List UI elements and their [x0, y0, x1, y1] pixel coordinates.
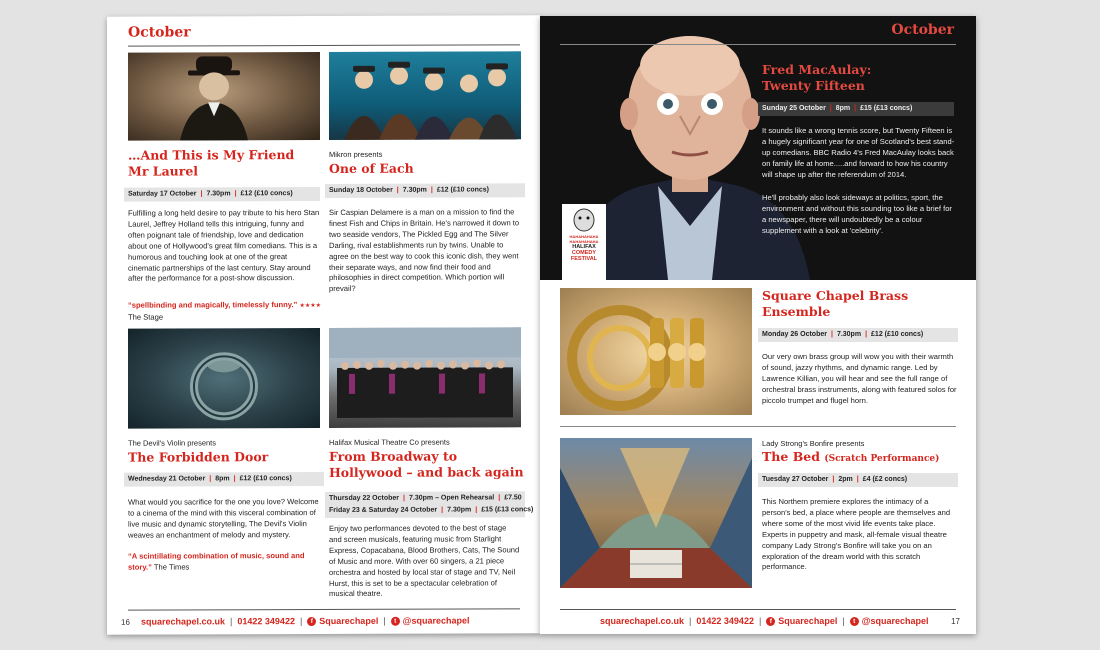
- llama-icon: [562, 204, 606, 232]
- facebook-icon: f: [307, 617, 316, 626]
- event-title-line: Mr Laurel: [128, 163, 199, 179]
- event-title-one-of-each: One of Each: [329, 160, 414, 176]
- event-description: Fulfilling a long held desire to pay tribute to his hero Stan Laurel, Jeffrey Holland tells this intriguing, funny and often poignant tale of friendship, love and dedication about one of Hollywood's great film comedians. This is a humorous and touching look at one of the great cinematic partnerships of the last century. Stay around after the performance for a post-show discussion.: [128, 208, 320, 284]
- page-number: 16: [121, 617, 130, 627]
- event-review-quote: [128, 300, 328, 324]
- rating-stars: ★★★★: [299, 303, 321, 310]
- separator: |: [403, 494, 405, 502]
- event-title-line: Ensemble: [762, 304, 831, 319]
- footer-website-link[interactable]: squarechapel.co.uk: [600, 616, 685, 626]
- event-price: £12 (£10 concs): [871, 331, 924, 338]
- logo-text: FESTIVAL: [570, 256, 598, 262]
- mr-laurel-photo: [128, 52, 320, 141]
- event-title-line: Square Chapel Brass: [762, 288, 909, 303]
- separator: |: [865, 331, 868, 338]
- event-date-bar: [758, 102, 954, 116]
- event-price: £15 (£13 concs): [481, 506, 534, 514]
- event-description: Sir Caspian Delamere is a man on a mission to find the finest Fish and Chips in Britain. He's narrowed it down to two seaside vendors, The Pickled Egg and The Silver Darling, rival establishments run by twins. Unable to agree on the best way to cook this iconic dish, they went their separate ways, and now find their food and philosophies in direct competition. Which portion will prevail?: [329, 207, 520, 294]
- event-date: Tuesday 27 October: [762, 476, 829, 483]
- event-title-the-bed: [762, 449, 967, 467]
- event-price: £12 (£10 concs): [436, 186, 490, 194]
- separator: |: [830, 331, 833, 338]
- header-divider: [560, 44, 956, 45]
- event-date-bar: [325, 183, 525, 198]
- event-date-bar: [124, 187, 320, 202]
- event-title-line: Fred MacAulay:: [762, 62, 872, 77]
- separator: |: [234, 190, 237, 198]
- separator: |: [441, 506, 444, 514]
- separator: |: [498, 494, 501, 502]
- separator: |: [689, 616, 692, 626]
- separator: |: [842, 616, 845, 626]
- the-bed-painting: [560, 438, 752, 588]
- brass-ensemble-photo: [560, 288, 752, 415]
- one-of-each-photo: [329, 51, 521, 140]
- event-price: £15 (£13 concs): [860, 105, 913, 112]
- event-date-bar: [758, 473, 958, 487]
- event-title-broadway: [329, 448, 534, 481]
- logo-text: COMEDY: [571, 250, 597, 256]
- halifax-comedy-festival-logo: [562, 204, 606, 280]
- footer-divider: [128, 608, 520, 610]
- event-date: Thursday 22 October: [329, 494, 400, 502]
- twitter-icon: t: [850, 617, 859, 626]
- event-title-line: …And This is My Friend: [128, 147, 295, 163]
- mountain-bed-painting: [560, 438, 752, 588]
- event-title-line: Hollywood – and back again: [329, 464, 524, 480]
- header-divider: [128, 44, 520, 46]
- mr-laurel-figure: [128, 52, 320, 141]
- event-time: 7.30pm – Open Rehearsal: [409, 494, 495, 502]
- separator: |: [430, 186, 433, 194]
- event-date: Saturday 17 October: [128, 190, 197, 198]
- event-review-quote: [128, 551, 320, 573]
- event-time: 8pm: [835, 105, 851, 112]
- event-description: Our very own brass group will wow you with their warmth of sound, jazzy rhythms, and dynamic range. Led by Lawrence Killian, you will hear and see the full range of orchestral brass instruments, along with featured solos for piccolo trumpet and flugel horn.: [762, 352, 957, 405]
- event-price: £7.50: [504, 494, 522, 502]
- separator: |: [299, 616, 303, 627]
- separator: |: [758, 616, 762, 626]
- separator: |: [854, 105, 857, 112]
- quote-text: “spellbinding and magically, timelessly funny.”: [128, 300, 298, 310]
- separator: |: [475, 506, 478, 514]
- event-time: 7.30pm: [836, 331, 862, 338]
- event-date: Friday 23 & Saturday 24 October: [329, 506, 438, 514]
- separator: |: [383, 615, 386, 626]
- page-footer: [600, 616, 928, 626]
- event-presenter: Lady Strong's Bonfire presents: [762, 439, 865, 448]
- event-time: 2pm: [838, 476, 853, 483]
- event-description: It sounds like a wrong tennis score, but Twenty Fifteen is a hugely significant year for one of Scotland's best stand-up comedians. BBC Radio 4's Fred MacAulay looks back on family life at home.....and forward to how his country will shape up after the referendum of 2014.: [762, 126, 955, 179]
- event-time: 7.30pm: [206, 190, 231, 198]
- quote-text: “A scintillating combination of music, sound and story.”: [128, 551, 305, 572]
- footer-facebook-link[interactable]: Squarechapel: [319, 615, 379, 627]
- event-description-2: He'll probably also look sideways at politics, sport, the environment and without this sounding too like a brief for a newspaper, there will undoubtedly be a colour supplement with a look at 'celebrity'.: [762, 193, 952, 235]
- event-description: This Northern premiere explores the intimacy of a person's bed, a place where people are themselves and where some of the most vivid life events take place. Experts in puppetry and mask, all-female visual theatre company Lady Strong's Bonfire will take you on an exploration of the dream world with this scratch performance.: [762, 497, 951, 572]
- event-title-brass-ensemble: [762, 288, 962, 320]
- mikron-cast-figures: [329, 51, 521, 140]
- event-description: What would you sacrifice for the one you love? Welcome to a cinema of the mind with this visceral combination of live music and dynamic storytelling, The Devil's Violin weaves an enchantment of melody and mystery.: [128, 497, 319, 540]
- event-date: Monday 26 October: [762, 331, 827, 338]
- footer-divider: [560, 609, 956, 610]
- event-description: Enjoy two performances devoted to the best of stage and screen musicals, featuring music from Starlight Express, Copacabana, Blood Brothers, Cats, The Sound of Music and more. With over 60 singers, a 21 piece orchestra and hosted by local star of stage and TV, Neil Hurst, this is set to be a spectacular celebration of musical theatre.: [329, 523, 520, 599]
- event-title-forbidden-door: The Forbidden Door: [128, 449, 269, 465]
- event-date: Sunday 25 October: [762, 105, 826, 112]
- logo-text: HAHAHAHAHA: [569, 234, 599, 239]
- event-price: £4 (£2 concs): [862, 476, 908, 483]
- choir-group-figures: [329, 327, 521, 428]
- quote-source: The Times: [153, 562, 190, 572]
- event-price: £12 (£10 concs): [239, 475, 292, 483]
- page-footer: [141, 615, 469, 626]
- event-time: 8pm: [215, 475, 230, 483]
- forbidden-door-photo: [128, 328, 320, 429]
- separator: |: [832, 476, 835, 483]
- event-presenter: Halifax Musical Theatre Co presents: [329, 437, 450, 447]
- page-number: 17: [951, 617, 960, 626]
- page-month-heading: October: [891, 22, 954, 38]
- door-knocker-graphic: [128, 328, 320, 429]
- footer-twitter-link[interactable]: @squarechapel: [861, 616, 929, 626]
- separator: |: [230, 616, 233, 627]
- right-page: [540, 16, 976, 634]
- event-title-fred-macaulay: [762, 62, 962, 94]
- footer-facebook-link[interactable]: Squarechapel: [778, 616, 838, 626]
- facebook-icon: f: [766, 617, 775, 626]
- footer-phone: 01422 349422: [237, 616, 295, 627]
- broadway-choir-photo: [329, 327, 521, 428]
- event-title-line: The Bed: [762, 449, 820, 464]
- event-presenter: Mikron presents: [329, 149, 383, 159]
- separator: |: [233, 475, 236, 483]
- event-time: 7.30pm: [402, 186, 427, 194]
- event-date: Wednesday 21 October: [128, 475, 206, 483]
- twitter-icon: t: [391, 616, 400, 625]
- separator: |: [856, 476, 859, 483]
- separator: |: [209, 475, 212, 483]
- logo-text: HALIFAX: [572, 244, 596, 250]
- footer-phone: 01422 349422: [696, 616, 754, 626]
- separator: |: [829, 105, 832, 112]
- event-date: Sunday 18 October: [329, 186, 393, 194]
- event-presenter: The Devil's Violin presents: [128, 438, 217, 448]
- separator: |: [396, 186, 399, 194]
- separator: |: [200, 190, 203, 198]
- french-horn-graphic: [560, 288, 752, 415]
- quote-source: The Stage: [128, 312, 164, 322]
- footer-twitter-link[interactable]: @squarechapel: [402, 615, 470, 626]
- event-date-bar: [124, 472, 324, 487]
- section-divider: [560, 426, 956, 427]
- footer-website-link[interactable]: squarechapel.co.uk: [141, 616, 226, 627]
- fred-macaulay-hero: [540, 16, 976, 280]
- event-price: £12 (£10 concs): [240, 190, 293, 198]
- event-date-bar-2: [325, 503, 534, 518]
- event-title-subtitle: (Scratch Performance): [824, 454, 940, 464]
- left-page: [107, 15, 540, 635]
- page-month-heading: October: [128, 24, 191, 41]
- event-time: 7.30pm: [447, 506, 472, 514]
- event-title-line: From Broadway to: [329, 448, 458, 464]
- event-title-line: Twenty Fifteen: [762, 78, 865, 93]
- event-date-bar: [758, 328, 958, 342]
- event-title-mr-laurel: [128, 147, 328, 180]
- logo-text: HAHAHAHAHA: [569, 239, 599, 244]
